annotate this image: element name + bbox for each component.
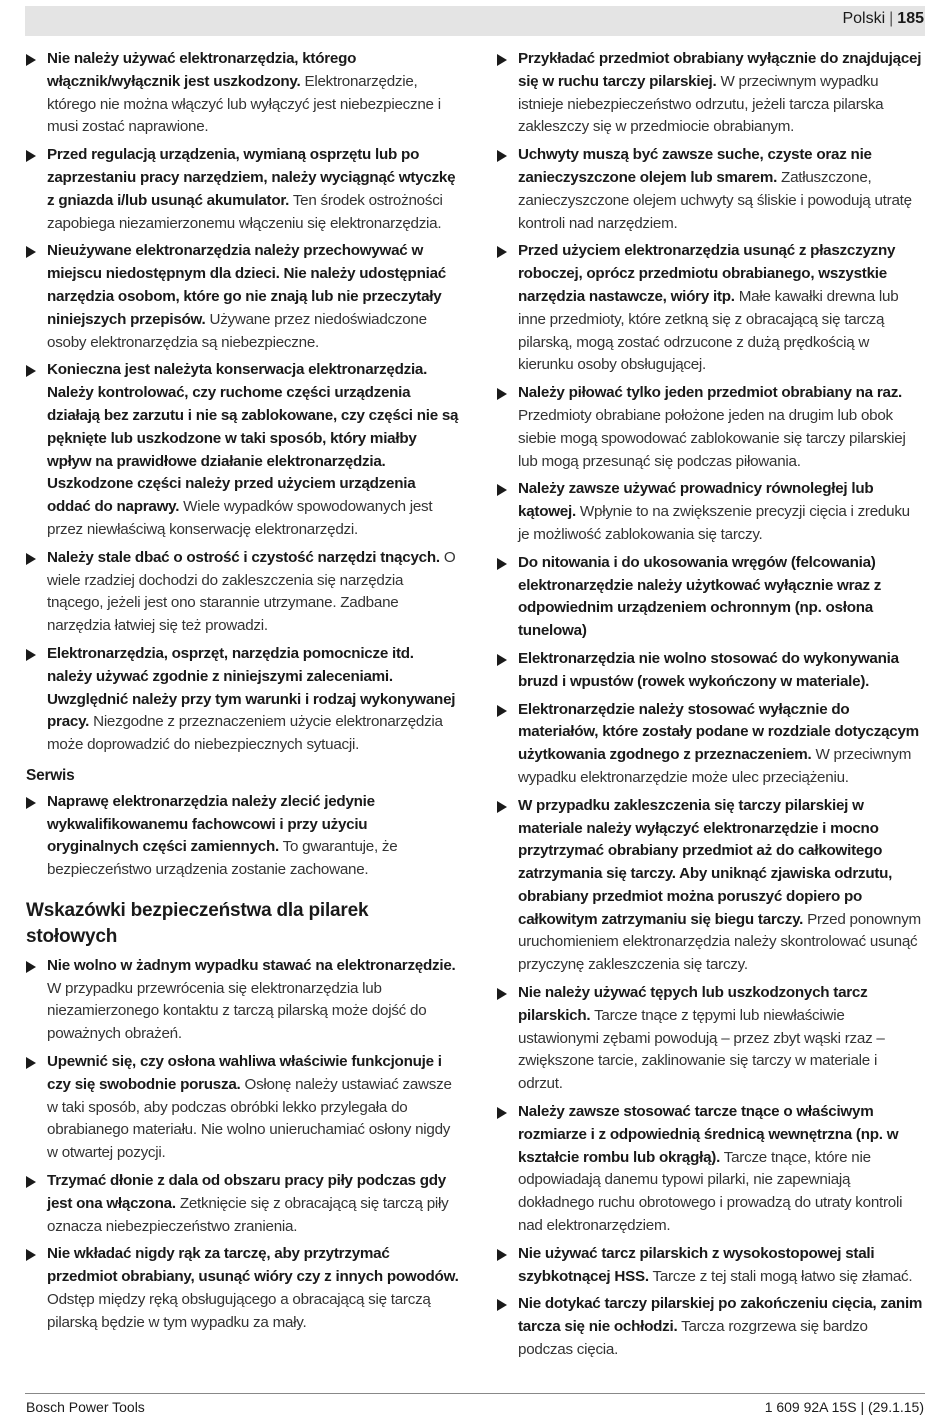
list-item: [26, 144, 460, 235]
list-item: [497, 1293, 925, 1361]
item-bold-text: Nie należy używać tępych lub uszkodzonych tarcz pilarskich.: [518, 984, 868, 1024]
list-item: [497, 48, 925, 139]
bullet-triangle-icon: [26, 553, 36, 565]
item-bold-text: Uchwyty muszą być zawsze suche, czyste oraz nie zanieczyszczone olejem lub smarem.: [518, 146, 872, 186]
item-body-text: Używane przez niedoświadczone osoby elektronarzędzia są niebezpieczne.: [47, 310, 427, 351]
bullet-triangle-icon: [26, 961, 36, 973]
service-label: Serwis: [26, 766, 75, 784]
item-bold-text: Elektronarzędzia, osprzęt, narzędzia pomocnicze itd. należy używać zgodnie z niniejszymi zaleceniami. Uwzględnić należy przy tym warunki i rodzaj wykonywanej pracy.: [47, 644, 456, 731]
header-language: Polski: [842, 10, 886, 27]
item-body-text: Tarcza rozgrzewa się bardzo podczas cięcia.: [518, 1318, 868, 1359]
item-bold-text: Nieużywane elektronarzędzia należy przechowywać w miejscu niedostępnym dla dzieci. Nie należy udostępniać narzędzia osobom, które go nie znają lub nie przeczytały niniejszych przepisów.: [47, 242, 446, 328]
list-item: [26, 240, 460, 354]
bullet-triangle-icon: [26, 246, 36, 258]
list-item: [26, 359, 460, 541]
item-body-text: W przypadku przewrócenia się elektronarzędzia lub niezamierzonego kontaktu z tarczą pilarską może dojść do poważnych obrażeń.: [47, 979, 427, 1043]
item-body-text: Odstęp między ręką obsługującego a obracającą się tarczą pilarską będzie w tym wypadku za mały.: [47, 1291, 431, 1331]
left-items-a: [26, 48, 460, 757]
item-body-text: Tarcze tnące, które nie odpowiadają danemu typowi pilarki, nie zapewniają dokładnego ruchu obrotowego i prowadzą do utraty kontroli nad elektronarzędziem.: [518, 1148, 903, 1235]
bullet-triangle-icon: [497, 1249, 507, 1261]
list-item: [26, 955, 460, 1046]
list-item: [497, 699, 925, 790]
bullet-triangle-icon: [26, 1249, 36, 1261]
item-bold-text: Nie używać tarcz pilarskich z wysokostopowej stali szybkotnącej HSS.: [518, 1244, 875, 1285]
item-bold-text: Należy zawsze używać prowadnicy równoległej lub kątowej.: [518, 480, 874, 521]
item-bold-text: Nie wkładać nigdy rąk za tarczę, aby przytrzymać przedmiot obrabiany, usunąć wióry czy z innych powodów.: [47, 1245, 459, 1286]
bullet-triangle-icon: [26, 797, 36, 809]
item-body-text: Przedmioty obrabiane położone jeden na drugim lub obok siebie mogą spowodować zablokowanie się tarczy pilarskiej lub mogą przesunąć się podczas piłowania.: [518, 406, 906, 470]
bullet-triangle-icon: [26, 54, 36, 66]
item-body-text: Zetknięcie się z obracającą się tarczą piły oznacza niebezpieczeństwo zranienia.: [47, 1194, 449, 1235]
item-body-text: Wiele wypadków spowodowanych jest przez niewłaściwą konserwację elektronarzędzi.: [47, 498, 433, 538]
item-body-text: Elektronarzędzie, którego nie można włączyć lub wyłączyć jest niebezpieczne i musi zostać naprawione.: [47, 72, 441, 136]
item-bold-text: Upewnić się, czy osłona wahliwa właściwie funkcjonuje i czy się swobodnie porusza.: [47, 1053, 442, 1093]
bullet-triangle-icon: [497, 1299, 507, 1311]
list-item: [497, 240, 925, 377]
item-bold-text: Przed regulacją urządzenia, wymianą osprzętu lub po zaprzestaniu pracy narzędziem, należy wyciągnąć wtyczkę z gniazda i/lub usunąć akumulator.: [47, 146, 456, 209]
right-column: [497, 48, 925, 1367]
item-bold-text: Należy zawsze stosować tarcze tnące o właściwym rozmiarze i z odpowiednią średnicą wewnętrzna (np. w kształcie rombu lub okrągłą).: [518, 1103, 899, 1166]
bullet-triangle-icon: [497, 705, 507, 717]
page-header: [842, 10, 924, 28]
item-bold-text: Przed użyciem elektronarzędzia usunąć z płaszczyzny roboczej, oprócz przedmiotu obrabianego, wszystkie narzędzia nastawcze, wióry itp.: [518, 242, 896, 305]
item-body-text: Tarcze z tej stali mogą łatwo się złamać.: [648, 1267, 913, 1285]
item-body-text: W przeciwnym wypadku elektronarzędzie może ulec przeciążeniu.: [518, 746, 912, 786]
bullet-triangle-icon: [497, 558, 507, 570]
bullet-triangle-icon: [497, 654, 507, 666]
item-bold-text: Nie dotykać tarczy pilarskiej po zakończeniu cięcia, zanim tarcza się nie ochłodzi.: [518, 1295, 923, 1336]
left-items-c: [26, 955, 460, 1335]
footer-brand: Bosch Power Tools: [26, 1399, 145, 1415]
item-bold-text: Nie wolno w żadnym wypadku stawać na elektronarzędzie.: [47, 956, 456, 974]
item-bold-text: Należy piłować tylko jeden przedmiot obrabiany na raz.: [518, 384, 903, 402]
bullet-triangle-icon: [26, 1057, 36, 1069]
list-item: [497, 144, 925, 235]
item-body-text: Zatłuszczone, zanieczyszczone olejem uchwyty są śliskie i powodują utratę kontroli nad narzędziem.: [518, 168, 912, 232]
list-item: [497, 552, 925, 643]
page-number: 185: [897, 10, 924, 27]
item-body-text: Przed ponownym uruchomieniem elektronarzędzia należy skontrolować usunąć przyczynę zakleszczenia się tarczy.: [518, 910, 921, 974]
item-bold-text: Elektronarzędzia nie wolno stosować do wykonywania bruzd i wpustów (rowek wykończony w materiale).: [518, 649, 899, 690]
list-item: [497, 795, 925, 977]
item-bold-text: Konieczna jest należyta konserwacja elektronarzędzia. Należy kontrolować, czy ruchome części urządzenia działają bez zarzutu i nie są zablokowane, czy części nie są pęknięte lub uszkodzone w taki sposób, który miałby wpływ na prawidłowe działanie elektronarzędzia. Uszkodzone części należy przed użyciem urządzenia oddać do naprawy.: [47, 361, 459, 516]
item-bold-text: Należy stale dbać o ostrość i czystość narzędzi tnących.: [47, 548, 440, 566]
list-item: [26, 791, 460, 882]
left-items-b: [26, 791, 460, 882]
list-item: [497, 648, 925, 694]
item-body-text: Wpłynie to na zwiększenie precyzji cięcia i zreduku je możliwość zablokowania się tarczy.: [518, 503, 910, 543]
item-body-text: To gwarantuje, że bezpieczeństwo urządzenia zostanie zachowane.: [47, 838, 398, 879]
list-item: [26, 1051, 460, 1165]
item-body-text: O wiele rzadziej dochodzi do zakleszczenia się narzędzia tnącego, jeżeli jest ono starannie utrzymane. Zadbane narzędzia łatwiej się też prowadzi.: [47, 548, 456, 635]
item-body-text: Ten środek ostrożności zapobiega niezamierzonemu włączeniu się elektronarzędzia.: [47, 191, 443, 232]
bullet-triangle-icon: [497, 801, 507, 813]
footer-doc-id: 1 609 92A 15S | (29.1.15): [764, 1399, 924, 1415]
right-items: [497, 48, 925, 1362]
header-separator: |: [889, 10, 894, 27]
section-heading: Wskazówki bezpieczeństwa dla pilarek stołowych: [26, 899, 369, 947]
list-item: [497, 982, 925, 1096]
item-body-text: Niezgodne z przeznaczeniem użycie elektronarzędzia może doprowadzić do niebezpiecznych sytuacji.: [47, 713, 443, 754]
bullet-triangle-icon: [497, 484, 507, 496]
item-body-text: W przeciwnym wypadku istnieje niebezpieczeństwo odrzutu, jeżeli tarcza pilarska zakleszczy się w przedmiocie obrabianym.: [518, 72, 884, 136]
list-item: [26, 643, 460, 757]
list-item: [26, 1170, 460, 1238]
bullet-triangle-icon: [26, 365, 36, 377]
item-bold-text: Nie należy używać elektronarzędzia, którego włącznik/wyłącznik jest uszkodzony.: [47, 50, 357, 90]
item-bold-text: Trzymać dłonie z dala od obszaru pracy piły podczas gdy jest ona włączona.: [47, 1172, 446, 1212]
item-body-text: Małe kawałki drewna lub inne przedmioty, które zetkną się z obracającą się tarczą pilarską, mogą zostać odrzucone z dużą prędkością w kierunku osoby obsługującej.: [518, 287, 899, 374]
bullet-triangle-icon: [497, 54, 507, 66]
bullet-triangle-icon: [497, 246, 507, 258]
item-bold-text: Naprawę elektronarzędzia należy zlecić jedynie wykwalifikowanemu fachowcowi i przy użyciu oryginalnych części zamiennych.: [47, 792, 375, 856]
bullet-triangle-icon: [497, 988, 507, 1000]
item-bold-text: Przykładać przedmiot obrabiany wyłącznie do znajdującej się w ruchu tarczy pilarskiej.: [518, 50, 922, 90]
bullet-triangle-icon: [497, 1107, 507, 1119]
list-item: [26, 547, 460, 638]
bullet-triangle-icon: [26, 649, 36, 661]
bullet-triangle-icon: [497, 388, 507, 400]
item-body-text: Osłonę należy ustawiać zawsze w taki sposób, aby podczas obróbki lekko przylegała do obrabianego materiału. Nie wolno unieruchamiać osłony nigdy w otwartej pozycji.: [47, 1075, 452, 1162]
list-item: [497, 382, 925, 473]
bullet-triangle-icon: [497, 150, 507, 162]
list-item: [26, 1243, 460, 1334]
list-item: [497, 1243, 925, 1289]
bullet-triangle-icon: [26, 1176, 36, 1188]
left-column: [26, 48, 460, 1340]
item-bold-text: Elektronarzędzie należy stosować wyłącznie do materiałów, które zostały podane w rozdziale dotyczącym użytkowania zgodnego z przeznaczeniem.: [518, 700, 919, 764]
footer-divider: [25, 1393, 925, 1394]
header-bar: [25, 6, 925, 36]
item-bold-text: W przypadku zakleszczenia się tarczy pilarskiej w materiale należy wyłączyć elektronarzędzie i mocno przytrzymać obrabiany przedmiot aż do całkowitego zatrzymania się tarczy. Aby uniknąć zjawiska odrzutu, obrabiany przedmiot można poruszyć dopiero po całkowitym zatrzymaniu się biegu tarczy.: [518, 796, 893, 928]
list-item: [26, 48, 460, 139]
item-body-text: Tarcze tnące z tępymi lub niewłaściwie ustawionymi zębami powodują – przez zbyt wąski rzaz – zwiększone tarcie, zaklinowanie się tarczy w materiale i odrzut.: [518, 1006, 885, 1093]
list-item: [497, 478, 925, 546]
list-item: [497, 1101, 925, 1238]
bullet-triangle-icon: [26, 150, 36, 162]
item-bold-text: Do nitowania i do ukosowania wręgów (felcowania) elektronarzędzie należy użytkować wyłącznie wraz z odpowiednim urządzeniem ochronnym (np. osłona tunelowa): [518, 553, 882, 640]
